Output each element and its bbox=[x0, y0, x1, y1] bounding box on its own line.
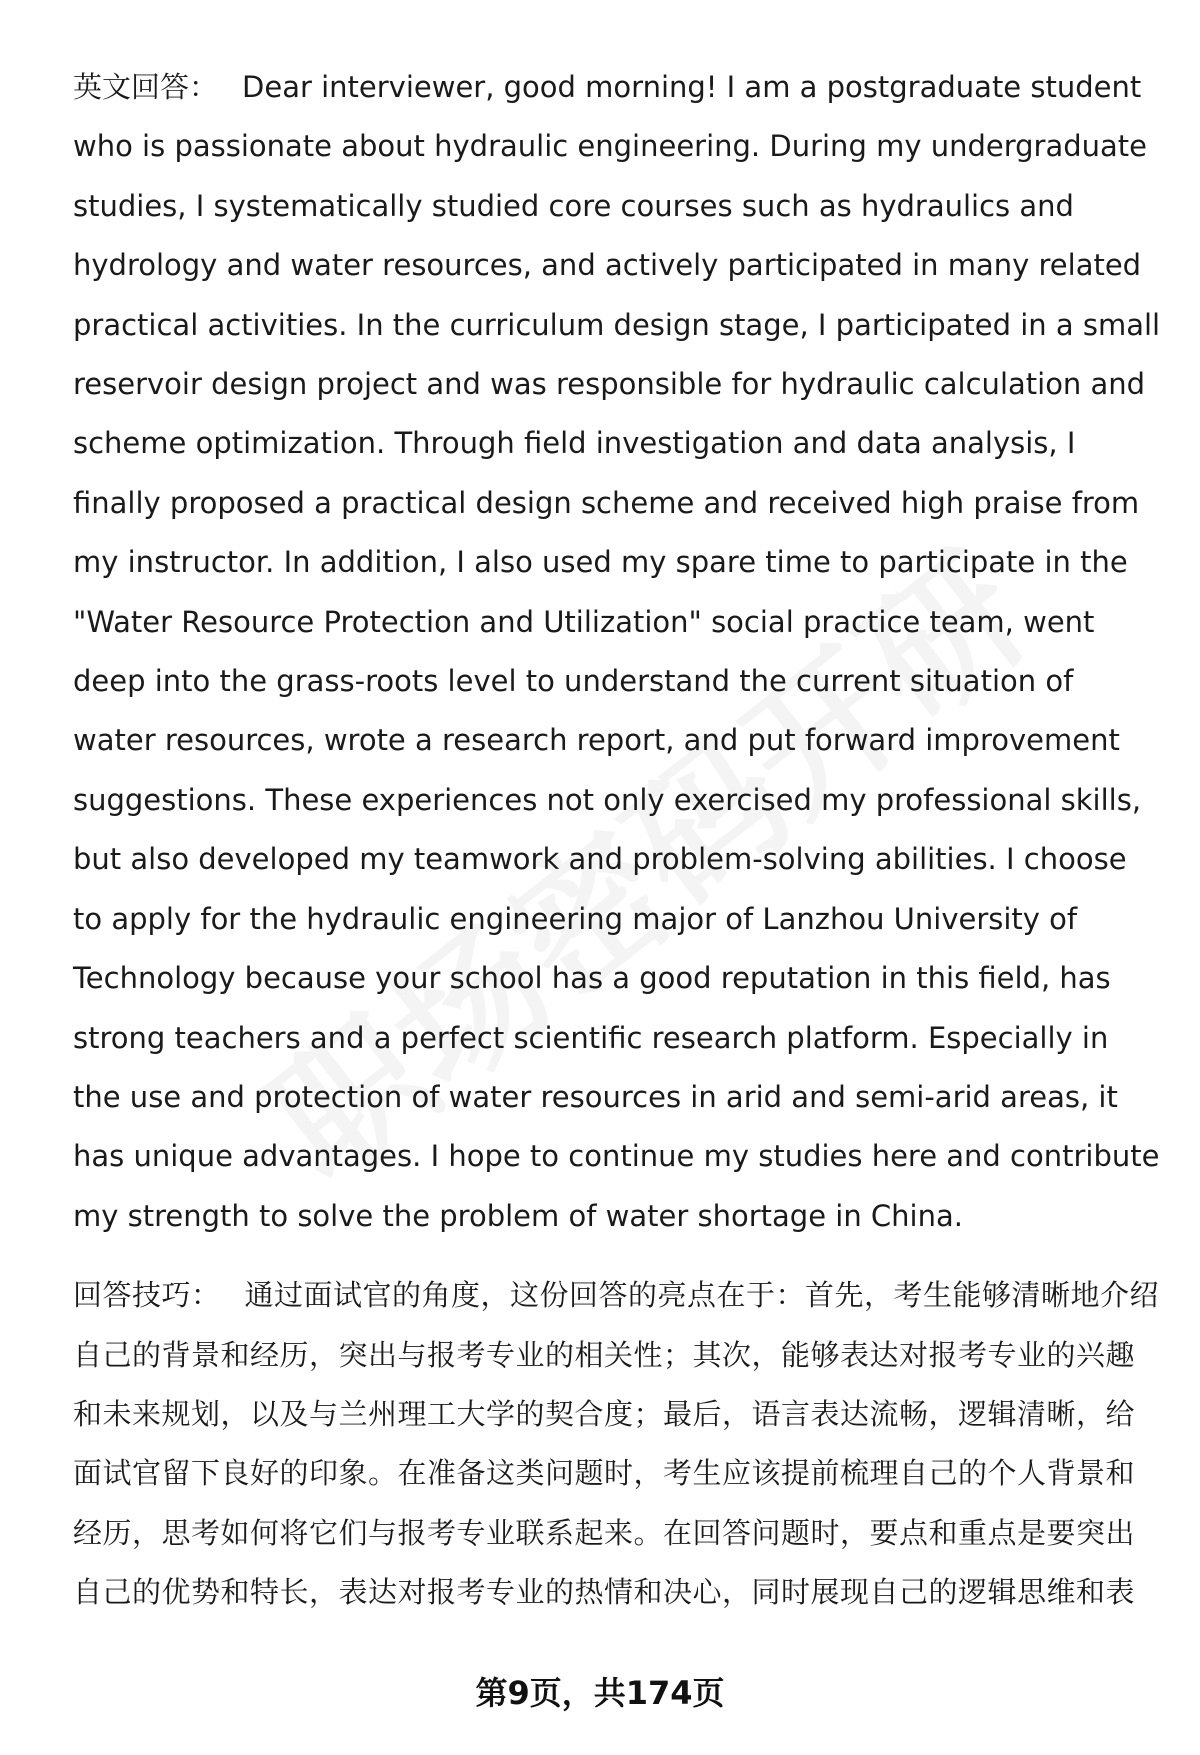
answer-text: Dear interviewer, good morning! I am a postgraduate student who is passionate about hydraulic engineering. During my undergraduate studies, I systematically studied core courses such as hydraulics and hydrology and water resources, and actively participated in many related practical activities. In the curriculum design stage, I participated in a small reservoir design project and was responsible for hydraulic calculation and scheme optimization. Through field investigation and data analysis, I finally proposed a practical design scheme and received high praise from my instructor. In addition, I also used my spare time to participate in the "Water Resource Protection and Utilization" social practice team, went deep into the grass-roots level to understand the current situation of water resources, wrote a research report, and put forward improvement suggestions. These experiences not only exercised my professional skills, but also developed my teamwork and problem-solving abilities. I choose to apply for the hydraulic engineering major of Lanzhou University of Technology because your school has a good reputation in this field, has strong teachers and a perfect scientific research platform. Especially in the use and protection of water resources in arid and semi-arid areas, it has unique advantages. I hope to continue my studies here and contribute my strength to solve the problem of water shortage in China. bbox=[73, 70, 1161, 1233]
answer-label: 英文回答： bbox=[73, 70, 219, 104]
tips-label: 回答技巧： bbox=[73, 1278, 221, 1313]
answer-tips-paragraph bbox=[73, 1266, 1163, 1622]
english-answer-paragraph bbox=[73, 58, 1163, 1246]
page-number-footer: 第9页，共174页 bbox=[475, 1674, 725, 1712]
tips-text: 通过面试官的角度，这份回答的亮点在于：首先，考生能够清晰地介绍自己的背景和经历，突出与报考专业的相关性；其次，能够表达对报考专业的兴趣和未来规划，以及与兰州理工大学的契合度；最后，语言表达流畅，逻辑清晰，给面试官留下良好的印象。在准备这类问题时，考生应该提前梳理自己的个人背景和经历，思考如何将它们与报考专业联系起来。在回答问题时，要点和重点是要突出自己的优势和特长，表达对报考专业的热情和决心，同时展现自己的逻辑思维和表 bbox=[73, 1278, 1160, 1610]
document-body bbox=[73, 58, 1163, 1623]
